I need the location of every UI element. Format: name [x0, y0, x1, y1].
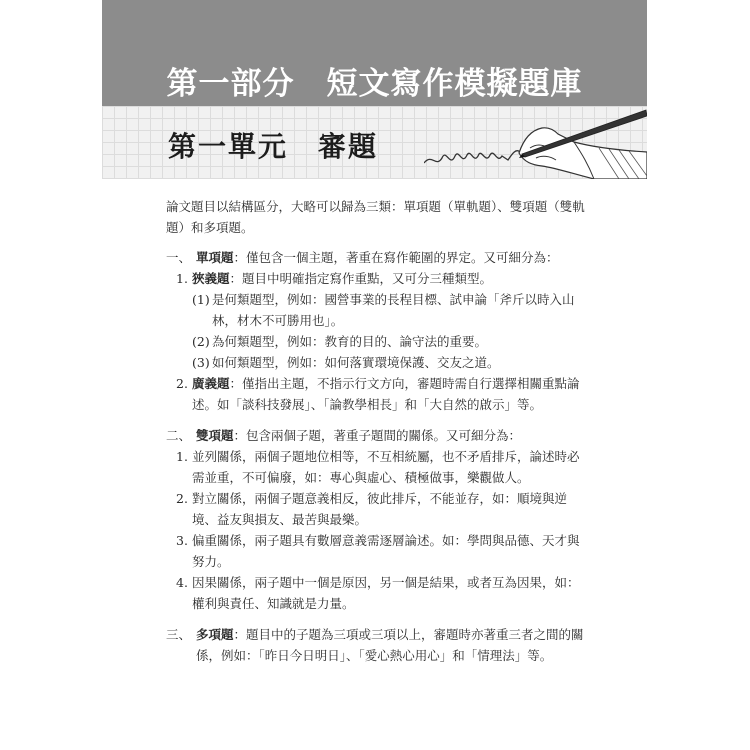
section-number: 三、: [166, 627, 192, 642]
sub-list-number: (1): [192, 292, 210, 307]
item-label: 狹義題: [192, 271, 230, 286]
list-item: [176, 530, 591, 572]
section-single-topic: [166, 247, 591, 415]
section-label: 多項題: [196, 627, 234, 642]
list-item: [176, 572, 591, 614]
part-title: 第一部分 短文寫作模擬題庫: [166, 66, 583, 102]
section-label: 單項題: [196, 250, 234, 265]
item-text: ：題目中明確指定寫作重點，又可分三種類型。: [229, 271, 493, 286]
list-item: [176, 446, 591, 488]
list-number: 2.: [176, 491, 188, 506]
sub-item-text: 是何類題型，例如：國營事業的長程目標、試申論「斧斤以時入山林，材木不可勝用也」。: [212, 292, 575, 328]
list-item: [176, 488, 591, 530]
list-number: 4.: [176, 575, 188, 590]
body-text: [166, 196, 591, 676]
item-text: 因果關係，兩子題中一個是原因，另一個是結果，或者互為因果，如：權利與責任、知識就是力量。: [192, 575, 580, 611]
sub-list-number: (3): [192, 355, 210, 370]
hand-writing-illustration: [424, 108, 647, 179]
section-text: ：題目中的子題為三項或三項以上，審題時亦著重三者之間的關係，例如：「昨日今日明日」、「愛心熱心用心」和「情理法」等。: [196, 627, 584, 663]
section-text: ：包含兩個子題，著重子題間的關係。又可細分為：: [233, 428, 522, 443]
unit-title: 第一單元 審題: [168, 130, 379, 163]
sub-list-item: [192, 352, 591, 373]
sub-list-number: (2): [192, 334, 210, 349]
list-number: 2.: [176, 376, 188, 391]
sub-item-text: 如何類題型，例如：如何落實環境保護、交友之道。: [212, 355, 500, 370]
section-double-topic: [166, 425, 591, 614]
section-text: ：僅包含一個主題，著重在寫作範圍的界定。又可細分為：: [233, 250, 559, 265]
item-text: 並列關係，兩個子題地位相等，不互相統屬，也不矛盾排斥，論述時必需並重，不可偏廢，如：專心與虛心、積極做事，樂觀做人。: [192, 449, 580, 485]
intro-paragraph: 論文題目以結構區分，大略可以歸為三類：單項題（單軌題）、雙項題（雙軌題）和多項題。: [166, 199, 585, 235]
list-item: [176, 268, 591, 289]
section-label: 雙項題: [196, 428, 234, 443]
list-number: 1.: [176, 449, 188, 464]
item-text: ：僅指出主題，不指示行文方向，審題時需自行選擇相關重點論述。如「談科技發展」、「論教學相長」和「大自然的啟示」等。: [192, 376, 580, 412]
sub-list-item: [192, 289, 591, 331]
item-text: 偏重關係，兩子題具有數層意義需逐層論述。如：學問與品德、天才與努力。: [192, 533, 580, 569]
list-number: 1.: [176, 271, 188, 286]
item-text: 對立關係，兩個子題意義相反，彼此排斥，不能並存，如：順境與逆境、益友與損友、最苦與最樂。: [192, 491, 568, 527]
list-number: 3.: [176, 533, 188, 548]
sub-list-item: [192, 331, 591, 352]
sub-item-text: 為何類題型，例如：教育的目的、論守法的重要。: [212, 334, 488, 349]
section-multi-topic: [166, 624, 591, 666]
section-number: 二、: [166, 428, 192, 443]
section-number: 一、: [166, 250, 192, 265]
book-page: [102, 0, 647, 750]
item-label: 廣義題: [192, 376, 230, 391]
list-item: [176, 373, 591, 415]
